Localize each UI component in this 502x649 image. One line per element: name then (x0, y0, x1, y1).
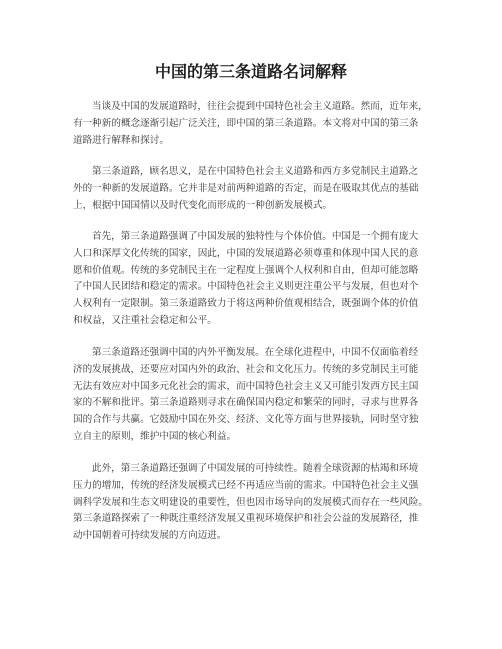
text-line: 当谈及中国的发展道路时，往往会提到中国特色社会主义道路。然而，近年来， (92, 101, 428, 112)
text-line: 第三条道路探索了一种既注重经济发展又重视环境保护和社会公益的发展路径，推 (73, 513, 419, 525)
paragraph-balance (73, 345, 433, 446)
text-line: 首先，第三条道路强调了中国发展的独特性与个体价值。中国是一个拥有庞大 (92, 231, 419, 242)
text-line: 无法有效应对中国多元化社会的需求，而中国特色社会主义又可能引发西方民主国 (73, 380, 419, 392)
text-line: 外的一种新的发展道路。它并非是对前两种道路的否定，而是在吸取其优点的基础 (73, 182, 419, 194)
text-line: 人口和深厚文化传统的国家，因此，中国的发展道路必须尊重和体现中国人民的意 (73, 247, 419, 259)
text-line: 调科学发展和生态文明建设的重要性，但也因市场导向的发展模式而存在一些风险。 (73, 496, 428, 508)
text-line: 了中国人民团结和稳定的需求。中国特色社会主义则更注重公平与发展，但也对个 (73, 281, 419, 293)
text-line: 国的合作与共赢。它鼓励中国在外交、经济、文化等方面与世界接轨，同时坚守独 (73, 414, 419, 426)
text-line: 和权益，又注重社会稳定和公平。 (73, 314, 217, 326)
text-line: 愿和价值观。传统的多党制民主在一定程度上强调个人权利和自由，但却可能忽略 (73, 264, 419, 276)
text-line: 上，根据中国国情以及时代变化而形成的一种创新发展模式。 (73, 199, 333, 211)
text-line: 第三条道路，顾名思义，是在中国特色社会主义道路和西方多党制民主道路之 (92, 166, 419, 177)
text-line: 此外，第三条道路还强调了中国发展的可持续性。随着全球资源的枯竭和环境 (92, 463, 419, 474)
paragraph-intro (73, 99, 433, 149)
document-title: 中国的第三条道路名词解释 (154, 62, 347, 81)
text-line: 济的发展挑战，还要应对国内外的政治、社会和文化压力。传统的多党制民主可能 (73, 363, 419, 375)
text-line: 立自主的原则，维护中国的核心利益。 (73, 430, 237, 442)
paragraph-sustainability (73, 461, 433, 545)
paragraph-uniqueness (73, 229, 433, 330)
text-line: 压力的增加，传统的经济发展模式已经不再适应当前的需求。中国特色社会主义强 (73, 479, 419, 491)
text-line: 道路进行解释和探讨。 (73, 134, 169, 146)
text-line: 有一种新的概念逐渐引起广泛关注，即中国的第三条道路。本文将对中国的第三条 (73, 117, 419, 129)
paragraph-definition (73, 164, 433, 214)
text-line: 动中国朝着可持续发展的方向迈进。 (73, 530, 227, 542)
text-line: 家的不解和批评。第三条道路则寻求在确保国内稳定和繁荣的同时，寻求与世界各 (73, 397, 419, 409)
text-line: 人权利有一定限制。第三条道路致力于将这两种价值观相结合，既强调个体的价值 (73, 298, 419, 310)
text-line: 第三条道路还强调中国的内外平衡发展。在全球化进程中，中国不仅面临着经 (92, 347, 419, 358)
